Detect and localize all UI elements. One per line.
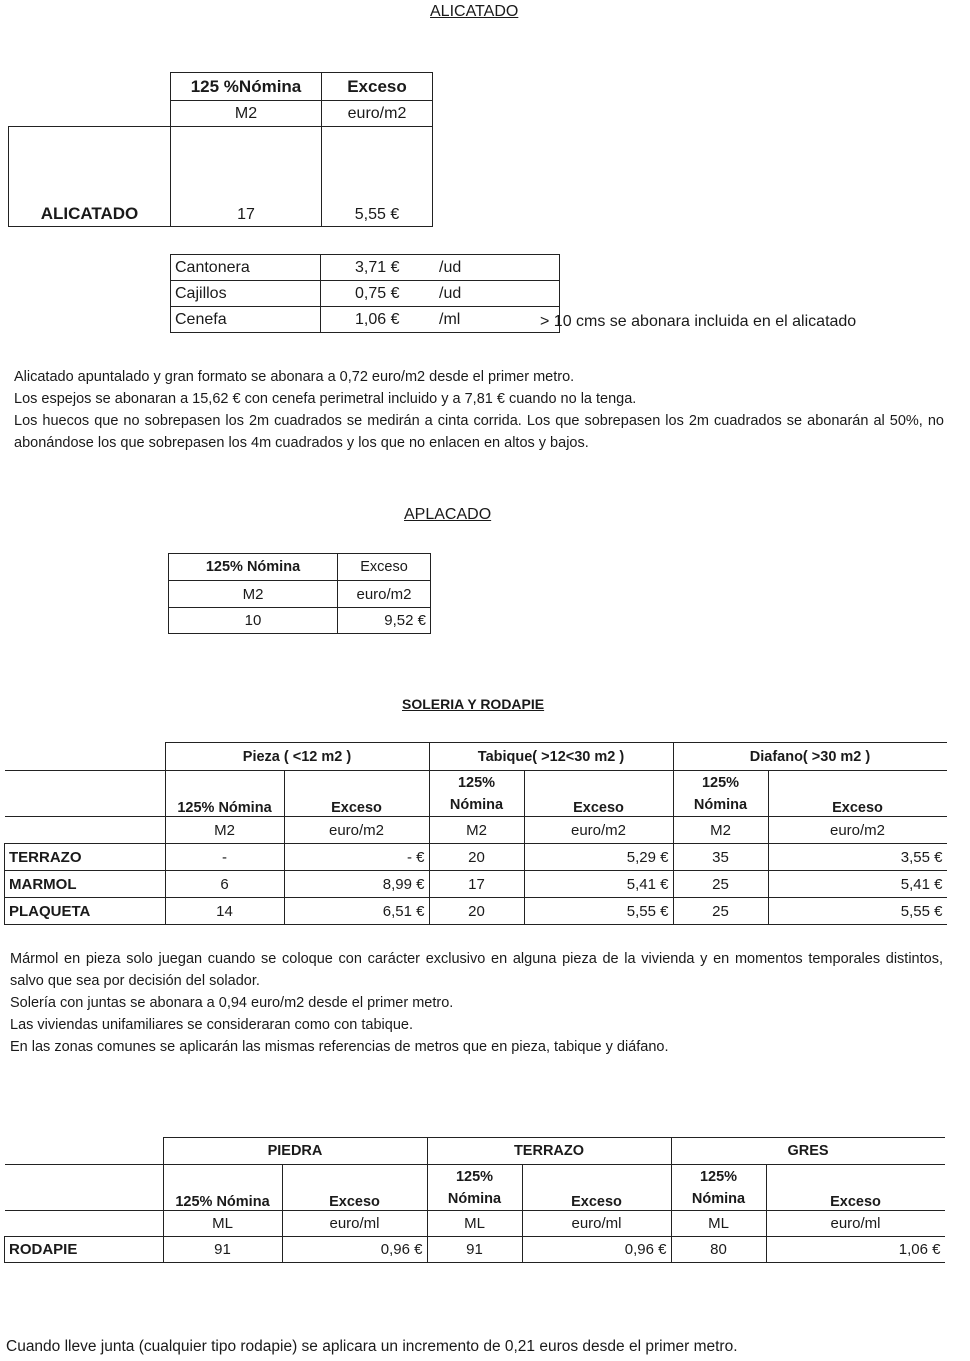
soleria-table [4,742,947,925]
soleria-group-pieza: Pieza ( <12 m2 ) [165,743,429,771]
soleria-unit: euro/m2 [284,817,429,844]
alicatado-extras-table [170,254,560,333]
alicatado-unit-euro: euro/m2 [322,101,433,127]
soleria-cell: 5,55 € [524,898,673,925]
soleria-group-tabique: Tabique( >12<30 m2 ) [429,743,673,771]
extra-price: 1,06 € [355,310,400,328]
soleria-cell: 25 [673,871,768,898]
aplacado-value-exceso: 9,52 € [338,608,431,634]
soleria-head: 125% Nómina [429,771,524,817]
rodapie-cell: 0,96 € [522,1237,671,1263]
alicatado-notes [14,366,944,454]
soleria-head: Exceso [524,771,673,817]
rodapie-group-terrazo: TERRAZO [427,1138,671,1165]
alicatado-value-table [8,126,433,227]
rodapie-group-gres: GRES [671,1138,945,1165]
extra-name: Cenefa [171,307,321,333]
soleria-cell: 6,51 € [284,898,429,925]
extra-unit: /ud [439,284,462,302]
extra-name: Cajillos [171,281,321,307]
rodapie-head: Exceso [766,1165,945,1211]
alicatado-value-exceso: 5,55 € [322,127,433,227]
extra-unit: /ml [439,310,461,328]
alicatado-row-label: ALICATADO [9,127,171,227]
soleria-cell: 5,55 € [768,898,947,925]
rodapie-note: Cuando lleve junta (cualquier tipo rodapie) se aplicara un incremento de 0,21 euros desde el primer metro. [6,1338,738,1355]
soleria-cell: 5,41 € [768,871,947,898]
soleria-cell: 20 [429,844,524,871]
soleria-note-1: Mármol en pieza solo juegan cuando se coloque con carácter exclusivo en alguna pieza de la vivienda y en momentos temporales distintos, salvo que sea por decisión del solador. [10,951,943,989]
soleria-cell: 5,29 € [524,844,673,871]
soleria-unit: M2 [673,817,768,844]
soleria-unit: euro/m2 [524,817,673,844]
table-row [5,898,947,925]
rodapie-cell: 1,06 € [766,1237,945,1263]
aplacado-title: APLACADO [404,506,492,523]
soleria-head: 125% Nómina [165,771,284,817]
aplacado-value-m2: 10 [169,608,338,634]
soleria-corner [5,743,166,771]
soleria-note-2: Solería con juntas se abonara a 0,94 euro/m2 desde el primer metro. [10,995,454,1011]
extra-price-cell [321,281,560,307]
alicatado-note-2: Los espejos se abonaran a 15,62 € con cenefa perimetral incluido y a 7,81 € cuando no la tenga. [14,391,637,407]
rodapie-cell: 91 [163,1237,282,1263]
soleria-cell: 17 [429,871,524,898]
extra-name: Cantonera [171,255,321,281]
rodapie-row-label: RODAPIE [5,1237,164,1263]
soleria-cell: - € [284,844,429,871]
soleria-note-4: En las zonas comunes se aplicarán las mismas referencias de metros que en pieza, tabique y diáfano. [10,1039,669,1055]
aplacado-table [168,553,431,634]
rodapie-head: Exceso [282,1165,427,1211]
extra-price: 0,75 € [355,284,400,302]
alicatado-value-m2: 17 [171,127,322,227]
aplacado-head-nomina: 125% Nómina [169,554,338,581]
alicatado-header-table [170,72,433,127]
soleria-head: Exceso [768,771,947,817]
rodapie-table [4,1137,945,1263]
soleria-row-label: PLAQUETA [5,898,166,925]
rodapie-blank [5,1211,164,1237]
rodapie-head: Exceso [522,1165,671,1211]
extra-price: 3,71 € [355,258,400,276]
rodapie-cell: 91 [427,1237,522,1263]
soleria-head: Exceso [284,771,429,817]
soleria-head: 125% Nómina [673,771,768,817]
soleria-group-diafano: Diafano( >30 m2 ) [673,743,947,771]
aplacado-head-exceso: Exceso [338,554,431,581]
rodapie-head: 125% Nómina [671,1165,766,1211]
soleria-cell: 6 [165,871,284,898]
soleria-unit: euro/m2 [768,817,947,844]
extra-unit: /ud [439,258,462,276]
alicatado-unit-m2: M2 [171,101,322,127]
rodapie-blank [5,1165,164,1211]
soleria-notes [10,948,943,1058]
alicatado-head-exceso: Exceso [322,73,433,101]
soleria-cell: 5,41 € [524,871,673,898]
soleria-title: SOLERIA Y RODAPIE [402,696,545,712]
soleria-cell: - [165,844,284,871]
soleria-cell: 14 [165,898,284,925]
soleria-row-label: TERRAZO [5,844,166,871]
rodapie-head: 125% Nómina [427,1165,522,1211]
rodapie-head: 125% Nómina [163,1165,282,1211]
rodapie-cell: 80 [671,1237,766,1263]
soleria-cell: 25 [673,898,768,925]
rodapie-corner [5,1138,164,1165]
table-row [5,844,947,871]
aplacado-unit-m2: M2 [169,581,338,608]
table-row [5,1237,945,1263]
alicatado-note-3: Los huecos que no sobrepasen los 2m cuadrados se medirán a cinta corrida. Los que sobrepasen los 2m cuadrados se abonarán al 50%, no abonándose los que sobrepasen los 4m cuadrados y los que no enlacen en altos y bajos. [14,413,944,451]
rodapie-group-piedra: PIEDRA [163,1138,427,1165]
soleria-cell: 20 [429,898,524,925]
soleria-blank [5,817,166,844]
rodapie-unit: ML [671,1211,766,1237]
alicatado-title: ALICATADO [430,3,519,20]
soleria-cell: 35 [673,844,768,871]
soleria-unit: M2 [165,817,284,844]
soleria-row-label: MARMOL [5,871,166,898]
extra-price-cell [321,307,560,333]
soleria-blank [5,771,166,817]
rodapie-unit: euro/ml [522,1211,671,1237]
extra-price-cell [321,255,560,281]
rodapie-unit: ML [427,1211,522,1237]
soleria-cell: 8,99 € [284,871,429,898]
cenefa-note: > 10 cms se abonara incluida en el alicatado [540,313,857,330]
alicatado-note-1: Alicatado apuntalado y gran formato se abonara a 0,72 euro/m2 desde el primer metro. [14,369,575,385]
soleria-note-3: Las viviendas unifamiliares se consideraran como con tabique. [10,1017,413,1033]
aplacado-unit-euro: euro/m2 [338,581,431,608]
table-row [5,871,947,898]
rodapie-cell: 0,96 € [282,1237,427,1263]
soleria-unit: M2 [429,817,524,844]
rodapie-unit: ML [163,1211,282,1237]
soleria-cell: 3,55 € [768,844,947,871]
rodapie-unit: euro/ml [766,1211,945,1237]
alicatado-head-nomina: 125 %Nómina [171,73,322,101]
rodapie-unit: euro/ml [282,1211,427,1237]
